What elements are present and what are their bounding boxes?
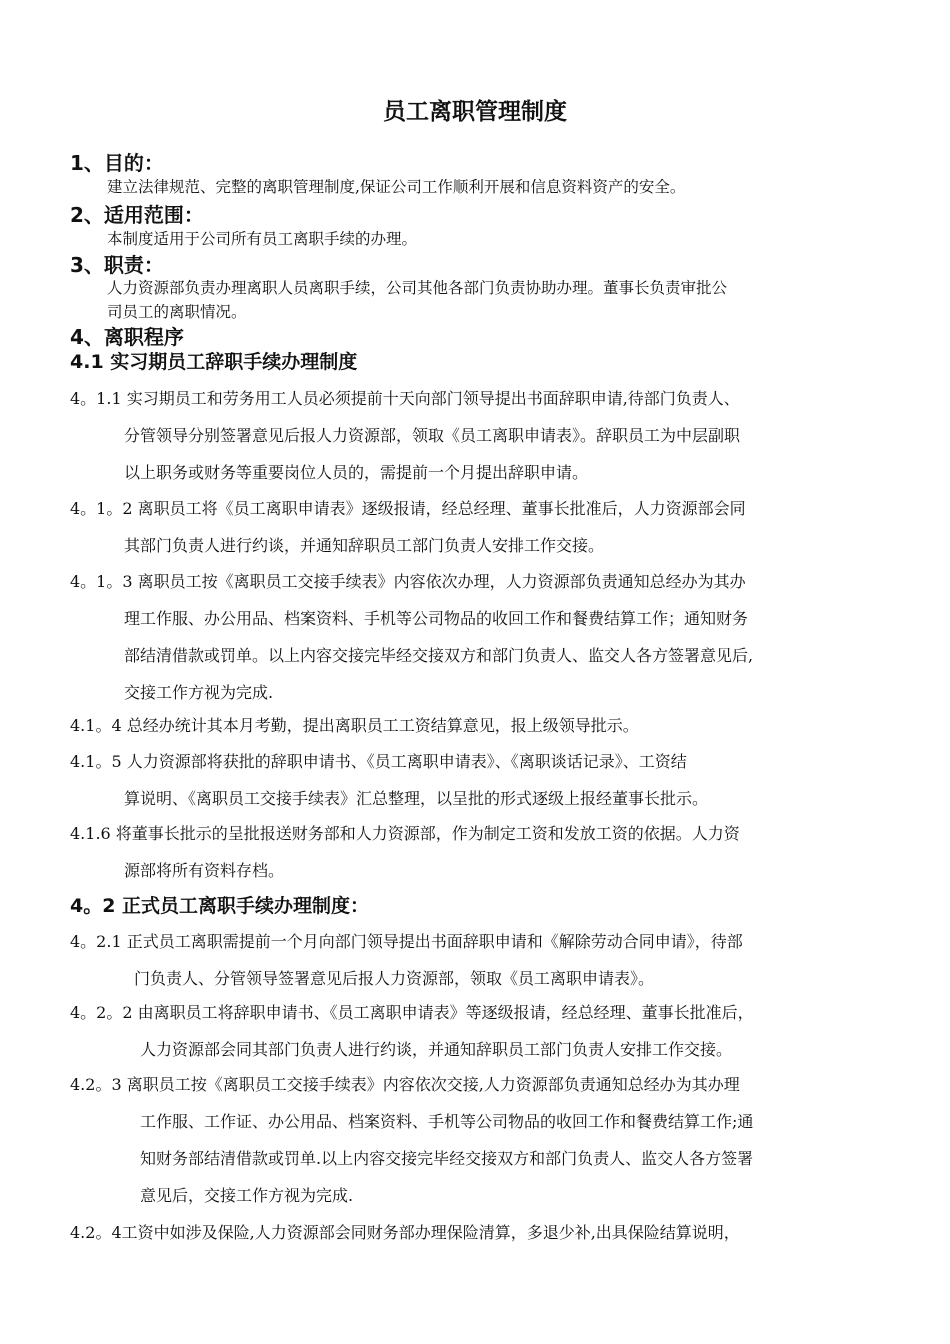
clause-4-1-5 bbox=[70, 743, 708, 817]
section-heading-scope: 2、适用范围： bbox=[70, 203, 204, 227]
clause-line: 门负责人、分管领导签署意见后报人力资源部，领取《员工离职申请表》。 bbox=[134, 969, 655, 988]
clause-line: 4。2。2 由离职员工将辞职申请书、《员工离职申请表》等逐级报请，经总经理、董事长批准后， bbox=[70, 1003, 754, 1022]
clause-4-1-4 bbox=[70, 707, 639, 744]
clause-line: 源部将所有资料存档。 bbox=[124, 861, 285, 880]
clause-line: 算说明、《离职员工交接手续表》汇总整理，以呈批的形式逐级上报经董事长批示。 bbox=[124, 789, 709, 808]
clause-line: 交接工作方视为完成. bbox=[124, 683, 274, 702]
clause-line: 4。1。2 离职员工将《员工离职申请表》逐级报请，经总经理、董事长批准后，人力资源部会同 bbox=[70, 499, 746, 518]
document-title: 员工离职管理制度 bbox=[383, 99, 567, 125]
section-text-duty-line-2: 司员工的离职情况。 bbox=[107, 303, 247, 321]
clause-line: 理工作服、办公用品、档案资料、手机等公司物品的收回工作和餐费结算工作；通知财务 bbox=[124, 609, 749, 628]
clause-line: 知财务部结清借款或罚单.以上内容交接完毕经交接双方和部门负责人、监交人各方签署 bbox=[140, 1149, 754, 1168]
section-heading-purpose: 1、目的： bbox=[70, 151, 164, 175]
clause-4-1-2 bbox=[70, 490, 746, 564]
clause-line: 4.1。4 总经办统计其本月考勤，提出离职员工工资结算意见，报上级领导批示。 bbox=[70, 716, 639, 735]
section-heading-duty: 3、职责： bbox=[70, 253, 164, 277]
section-text-duty-line-1: 人力资源部负责办理离职人员离职手续，公司其他各部门负责协助办理。董事长负责审批公 bbox=[107, 279, 728, 297]
clause-line: 工作服、工作证、办公用品、档案资料、手机等公司物品的收回工作和餐费结算工作;通 bbox=[140, 1112, 754, 1131]
clause-line: 4。1.1 实习期员工和劳务用工人员必须提前十天向部门领导提出书面辞职申请,待部门负责人、 bbox=[70, 389, 740, 408]
clause-line: 其部门负责人进行约谈，并通知辞职员工部门负责人安排工作交接。 bbox=[124, 536, 605, 555]
clause-line: 4。1。3 离职员工按《离职员工交接手续表》内容依次办理，人力资源部负责通知总经办为其办 bbox=[70, 572, 746, 591]
subsection-heading-4-2: 4。2 正式员工离职手续办理制度： bbox=[70, 895, 370, 917]
clause-4-2-3 bbox=[70, 1066, 753, 1214]
clause-4-2-4 bbox=[70, 1214, 740, 1251]
clause-4-1-3 bbox=[70, 563, 753, 711]
clause-4-2-1 bbox=[70, 923, 743, 997]
clause-line: 意见后，交接工作方视为完成. bbox=[140, 1186, 354, 1205]
clause-line: 4.1。5 人力资源部将获批的辞职申请书、《员工离职申请表》、《离职谈话记录》、工资结 bbox=[70, 752, 687, 771]
clause-line: 人力资源部会同其部门负责人进行约谈，并通知辞职员工部门负责人安排工作交接。 bbox=[140, 1040, 733, 1059]
section-heading-procedure: 4、离职程序 bbox=[70, 325, 184, 349]
subsection-heading-4-1: 4.1 实习期员工辞职手续办理制度 bbox=[70, 351, 358, 373]
clause-line: 4.1.6 将董事长批示的呈批报送财务部和人力资源部，作为制定工资和发放工资的依据。人力资 bbox=[70, 824, 740, 843]
clause-4-2-2 bbox=[70, 994, 754, 1068]
clause-4-1-1 bbox=[70, 380, 740, 491]
clause-line: 4。2.1 正式员工离职需提前一个月向部门领导提出书面辞职申请和《解除劳动合同申请》，待部 bbox=[70, 932, 743, 951]
clause-line: 4.2。3 离职员工按《离职员工交接手续表》内容依次交接,人力资源部负责通知总经办为其办理 bbox=[70, 1075, 740, 1094]
clause-line: 部结清借款或罚单。以上内容交接完毕经交接双方和部门负责人、监交人各方签署意见后, bbox=[124, 646, 754, 665]
section-text-scope: 本制度适用于公司所有员工离职手续的办理。 bbox=[107, 230, 418, 248]
clause-line: 4.2。4工资中如涉及保险,人力资源部会同财务部办理保险清算，多退少补,出具保险结算说明， bbox=[70, 1223, 740, 1242]
clause-line: 分管领导分别签署意见后报人力资源部，领取《员工离职申请表》。辞职员工为中层副职 bbox=[124, 426, 741, 445]
clause-4-1-6 bbox=[70, 815, 740, 889]
clause-line: 以上职务或财务等重要岗位人员的，需提前一个月提出辞职申请。 bbox=[124, 463, 589, 482]
section-text-purpose: 建立法律规范、完整的离职管理制度,保证公司工作顺利开展和信息资料资产的安全。 bbox=[107, 178, 686, 196]
